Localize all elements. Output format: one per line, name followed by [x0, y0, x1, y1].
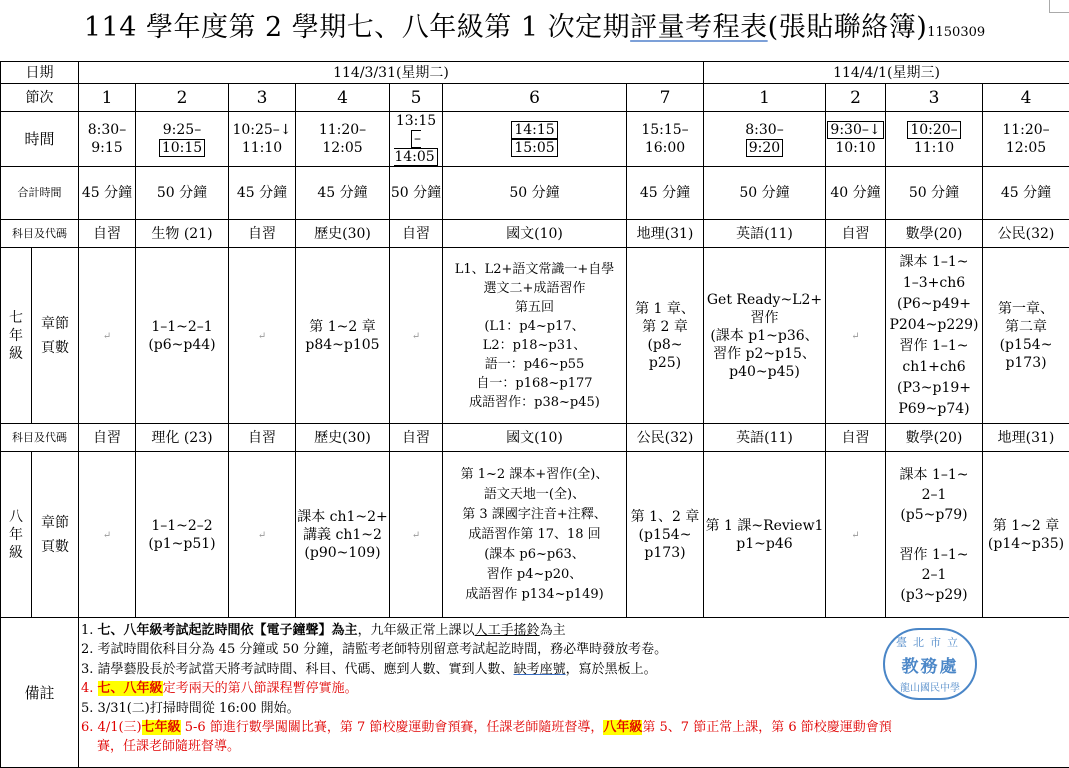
- chapter-line: ch1+ch6: [886, 357, 982, 378]
- period-num: 5: [390, 84, 443, 112]
- subject-cell: 地理(31): [627, 220, 704, 248]
- chapter-line: p1~p46: [704, 535, 825, 553]
- chapter-line: (p8~: [627, 336, 703, 354]
- time-row: [1, 112, 1069, 167]
- chapter-line: (p14~p35): [983, 535, 1069, 553]
- period-label: 節次: [1, 84, 79, 112]
- period-time: 11:20– 12:05: [296, 112, 390, 167]
- note-4: 4. 七、八年級定考兩天的第八節課程暫停實施。: [81, 679, 1065, 698]
- day-2-label: 114/4/1(星期三): [704, 62, 1069, 84]
- chapter-cell: [983, 248, 1069, 424]
- paragraph-mark-icon: ↵: [258, 331, 266, 342]
- subject-cell: 自習: [826, 220, 886, 248]
- chapter-line: 習作: [704, 309, 825, 327]
- period-time: 10:20– 11:10: [886, 112, 983, 167]
- subject-cell: 公民(32): [627, 424, 704, 452]
- date-label: 日期: [1, 62, 79, 84]
- chapter-cell: [390, 248, 443, 424]
- subject-cell: 自習: [229, 220, 296, 248]
- subject-cell: 自習: [826, 424, 886, 452]
- notes-label: 備註: [1, 618, 79, 768]
- subject-cell: 自習: [79, 424, 136, 452]
- title-underlined: 評量考程表: [630, 12, 768, 43]
- chapter-line: 第 1、2 章: [627, 508, 703, 526]
- period-total: 50 分鐘: [443, 167, 627, 220]
- date-row: [1, 62, 1069, 84]
- chapter-line: 2–1: [886, 565, 982, 585]
- chapter-line: 講義 ch1~2: [296, 526, 389, 544]
- period-time: 9:30–↓ 10:10: [826, 112, 886, 167]
- chapter-line: (p3~p29): [886, 585, 982, 605]
- chapter-line: 第 1~2 章: [296, 318, 389, 336]
- total-time-row: [1, 167, 1069, 220]
- chapter-label: 章節 頁數: [32, 452, 79, 618]
- period-num: 2: [136, 84, 229, 112]
- chapter-cell: [443, 248, 627, 424]
- chapter-line: P204~p229): [886, 315, 982, 336]
- grade7-chapter-row: [1, 248, 1069, 424]
- chapter-cell: [886, 452, 983, 618]
- chapter-cell: [79, 248, 136, 424]
- chapter-line: (p1~p51): [136, 535, 228, 553]
- note-3: 3. 請學藝股長於考試當天將考試時間、科目、代碼、應到人數、實到人數、缺考座號，寫於黑板上。: [81, 660, 1065, 679]
- grade7-label: 七 年 級: [1, 248, 32, 424]
- chapter-line: L1、L2+語文常識一+自學: [443, 260, 626, 279]
- subject-cell: 歷史(30): [296, 424, 390, 452]
- chapter-line: 1–3+ch6: [886, 273, 982, 294]
- chapter-line: 第 1 章、: [627, 300, 703, 318]
- chapter-cell: [826, 452, 886, 618]
- period-total: 50 分鐘: [886, 167, 983, 220]
- subject-cell: 生物 (21): [136, 220, 229, 248]
- page-title: [0, 6, 1069, 55]
- period-total: 40 分鐘: [826, 167, 886, 220]
- chapter-cell: [136, 248, 229, 424]
- seal-line-1: 臺北市立: [885, 634, 975, 650]
- chapter-line: 成語習作：p38~p45): [443, 393, 626, 412]
- period-time: 11:20– 12:05: [983, 112, 1069, 167]
- chapter-line: 自一：p168~p177: [443, 374, 626, 393]
- period-num: 1: [704, 84, 826, 112]
- chapter-line: 第 3 課國字注音+注釋、: [443, 505, 626, 525]
- chapter-line: 語一：p46~p55: [443, 355, 626, 374]
- period-time: 14:15 15:05: [443, 112, 627, 167]
- chapter-line: 第 1~2 章: [983, 517, 1069, 535]
- subject-label: 科目及代碼: [1, 220, 79, 248]
- period-total: 50 分鐘: [390, 167, 443, 220]
- chapter-line: p25): [627, 354, 703, 372]
- chapter-line: p84~p105: [296, 336, 389, 354]
- chapter-cell: [136, 452, 229, 618]
- title-main: 114 學年度第 2 學期七、八年級第 1 次定期: [84, 12, 630, 43]
- period-num: 3: [886, 84, 983, 112]
- period-num: 1: [79, 84, 136, 112]
- paragraph-mark-icon: ↵: [851, 530, 859, 541]
- subject-cell: 理化 (23): [136, 424, 229, 452]
- period-total: 45 分鐘: [229, 167, 296, 220]
- paragraph-mark-icon: ↵: [412, 331, 420, 342]
- chapter-line: (P3~p19+: [886, 378, 982, 399]
- period-row: [1, 84, 1069, 112]
- chapter-cell: [296, 452, 390, 618]
- period-time: 10:25–↓ 11:10: [229, 112, 296, 167]
- subject-cell: 自習: [79, 220, 136, 248]
- grade8-label: 八 年 級: [1, 452, 32, 618]
- chapter-cell: [704, 248, 826, 424]
- chapter-cell: [443, 452, 627, 618]
- period-time: 9:25– 10:15: [136, 112, 229, 167]
- time-label: 時間: [1, 112, 79, 167]
- chapter-line: (p154~: [627, 526, 703, 544]
- chapter-line: 課本 1–1~: [886, 465, 982, 485]
- chapter-line: 第一章、: [983, 300, 1069, 318]
- chapter-line: 習作 p4~p20、: [443, 565, 626, 585]
- period-total: 45 分鐘: [983, 167, 1069, 220]
- period-total: 45 分鐘: [296, 167, 390, 220]
- chapter-cell: [704, 452, 826, 618]
- subject-cell: 英語(11): [704, 220, 826, 248]
- day-1-label: 114/3/31(星期二): [79, 62, 704, 84]
- subject-cell: 自習: [229, 424, 296, 452]
- period-num: 4: [983, 84, 1069, 112]
- chapter-line: 習作 1–1~: [886, 545, 982, 565]
- paragraph-mark-icon: ↵: [851, 331, 859, 342]
- chapter-line: 1–1~2–2: [136, 517, 228, 535]
- chapter-line: p40~p45): [704, 363, 825, 381]
- subject-cell: 自習: [390, 424, 443, 452]
- period-time: 8:30– 9:20: [704, 112, 826, 167]
- subject-cell: 數學(20): [886, 424, 983, 452]
- chapter-line: (課本 p1~p36、: [704, 327, 825, 345]
- chapter-line: 選文二+成語習作: [443, 279, 626, 298]
- page-corner-mark: [1049, 0, 1069, 13]
- chapter-cell: [296, 248, 390, 424]
- chapter-line: p173): [983, 354, 1069, 372]
- subject-cell: 自習: [390, 220, 443, 248]
- paragraph-mark-icon: ↵: [412, 530, 420, 541]
- title-code: 1150309: [927, 25, 985, 40]
- period-num: 7: [627, 84, 704, 112]
- period-total: 45 分鐘: [627, 167, 704, 220]
- chapter-cell: [79, 452, 136, 618]
- chapter-cell: [229, 452, 296, 618]
- period-num: 6: [443, 84, 627, 112]
- total-time-label: 合計時間: [1, 167, 79, 220]
- note-6-cont: 賽，任課老師隨班督導。: [81, 737, 1065, 756]
- chapter-cell: [229, 248, 296, 424]
- period-num: 4: [296, 84, 390, 112]
- chapter-line: 語文天地一(全)、: [443, 485, 626, 505]
- subject-cell: 國文(10): [443, 424, 627, 452]
- subject-cell: 公民(32): [983, 220, 1069, 248]
- note-5: 5. 3/31(二)打掃時間從 16:00 開始。: [81, 699, 1065, 718]
- period-num: 2: [826, 84, 886, 112]
- period-num: 3: [229, 84, 296, 112]
- chapter-line: L2：p18~p31、: [443, 336, 626, 355]
- chapter-line: 成語習作 p134~p149): [443, 585, 626, 605]
- period-total: 45 分鐘: [79, 167, 136, 220]
- subject-label: 科目及代碼: [1, 424, 79, 452]
- period-total: 50 分鐘: [136, 167, 229, 220]
- chapter-cell: [826, 248, 886, 424]
- paragraph-mark-icon: ↵: [258, 530, 266, 541]
- grade7-subject-row: [1, 220, 1069, 248]
- chapter-line: [886, 525, 982, 545]
- chapter-line: 2–1: [886, 485, 982, 505]
- chapter-line: (L1：p4~p17、: [443, 317, 626, 336]
- subject-cell: 數學(20): [886, 220, 983, 248]
- chapter-line: 課本 1–1~: [886, 252, 982, 273]
- chapter-cell: [390, 452, 443, 618]
- chapter-line: (p154~: [983, 336, 1069, 354]
- subject-cell: 歷史(30): [296, 220, 390, 248]
- chapter-line: p173): [627, 544, 703, 562]
- seal-line-3: 龍山國民中學: [885, 679, 975, 694]
- note-6: 6. 4/1(三)七年級 5-6 節進行數學闖關比賽，第 7 節校慶運動會預賽，任課老師隨班督導，八年級第 5、7 節正常上課，第 6 節校慶運動會預: [81, 718, 1065, 737]
- chapter-line: 第五回: [443, 298, 626, 317]
- chapter-line: (P6~p49+: [886, 294, 982, 315]
- period-time: 8:30– 9:15: [79, 112, 136, 167]
- subject-cell: 英語(11): [704, 424, 826, 452]
- subject-cell: 國文(10): [443, 220, 627, 248]
- grade8-subject-row: [1, 424, 1069, 452]
- chapter-line: Get Ready~L2+: [704, 291, 825, 309]
- chapter-cell: [627, 248, 704, 424]
- chapter-line: P69~p74): [886, 399, 982, 420]
- chapter-line: (p6~p44): [136, 336, 228, 354]
- chapter-cell: [627, 452, 704, 618]
- chapter-line: 課本 ch1~2+: [296, 508, 389, 526]
- period-time: 13:15 –14:05: [390, 112, 443, 167]
- paragraph-mark-icon: ↵: [103, 331, 111, 342]
- chapter-line: 成語習作第 17、18 回: [443, 525, 626, 545]
- chapter-line: 第 1~2 課本+習作(全)、: [443, 465, 626, 485]
- grade8-chapter-row: [1, 452, 1069, 618]
- paragraph-mark-icon: ↵: [103, 530, 111, 541]
- note-1: 1. 七、八年級考試起訖時間依【電子鐘聲】為主，九年級正常上課以人工手搖鈴為主: [81, 621, 1065, 640]
- chapter-line: 第 1 課~Review1: [704, 517, 825, 535]
- title-suffix: (張貼聯絡簿): [768, 12, 928, 43]
- chapter-line: 第 2 章: [627, 318, 703, 336]
- chapter-line: (p5~p79): [886, 505, 982, 525]
- chapter-line: 1–1~2–1: [136, 318, 228, 336]
- chapter-cell: [983, 452, 1069, 618]
- chapter-label: 章節 頁數: [32, 248, 79, 424]
- chapter-line: 習作 p2~p15、: [704, 345, 825, 363]
- period-time: 15:15– 16:00: [627, 112, 704, 167]
- chapter-line: 習作 1–1~: [886, 336, 982, 357]
- school-seal-stamp: [883, 628, 977, 700]
- chapter-line: (p90~109): [296, 544, 389, 562]
- chapter-line: (課本 p6~p63、: [443, 545, 626, 565]
- period-total: 50 分鐘: [704, 167, 826, 220]
- note-2: 2. 考試時間依科目分為 45 分鐘或 50 分鐘，請監考老師特別留意考試起訖時間，務必準時發放考卷。: [81, 640, 1065, 659]
- subject-cell: 地理(31): [983, 424, 1069, 452]
- seal-line-2: 教務處: [885, 652, 975, 677]
- chapter-cell: [886, 248, 983, 424]
- chapter-line: 第二章: [983, 318, 1069, 336]
